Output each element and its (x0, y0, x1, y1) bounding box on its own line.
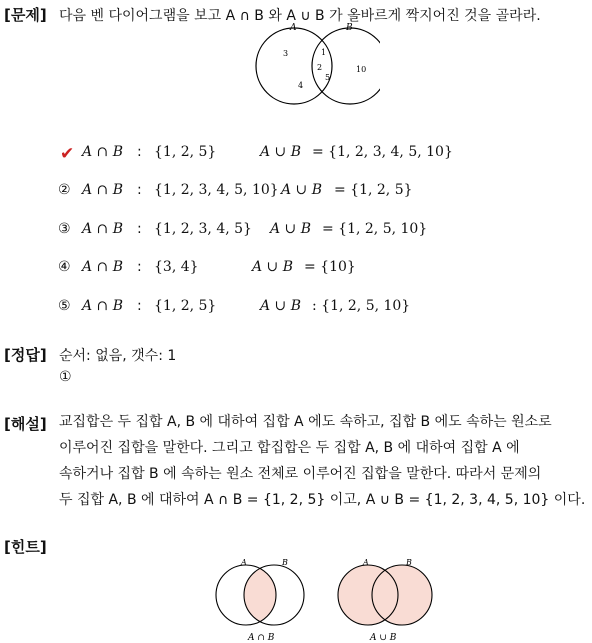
option-union-value: : {1, 2, 5, 10} (312, 298, 411, 314)
answer-label: [정답] (4, 346, 47, 364)
venn-value: 5 (325, 73, 331, 82)
option-intersection-value: {1, 2, 5} (154, 144, 217, 160)
option-union-value: = {1, 2, 5, 10} (322, 221, 428, 237)
hint-label-a: A (241, 558, 247, 567)
venn-value: 2 (317, 63, 323, 72)
explanation-line: 두 집합 A, B 에 대하여 A ∩ B = {1, 2, 5} 이고, A ∪ B = {1, 2, 3, 4, 5, 10} 이다. (59, 492, 586, 508)
venn-value: 1 (321, 48, 327, 57)
venn-value: 10 (356, 65, 367, 74)
option-intersection-label: A ∩ B (82, 182, 124, 198)
option-intersection-value: {3, 4} (154, 259, 199, 275)
problem-label: [문제] (4, 6, 47, 24)
venn-circle-b (312, 28, 380, 104)
option-separator: : (137, 182, 142, 198)
option-number: ④ (58, 259, 71, 275)
option-union-label: A ∪ B (260, 298, 302, 314)
option-intersection-label: A ∩ B (82, 221, 124, 237)
option-intersection-value: {1, 2, 5} (154, 298, 217, 314)
option-union-label: A ∪ B (252, 259, 294, 275)
option-intersection-value: {1, 2, 3, 4, 5} (154, 221, 252, 237)
option-union-label: A ∪ B (281, 182, 323, 198)
answer-meta: 순서: 없음, 갯수: 1 (59, 348, 177, 364)
hint-label-a: A (363, 558, 369, 567)
option-separator: : (137, 144, 142, 160)
explanation-label: [해설] (4, 415, 47, 433)
hint-caption: A ∪ B (370, 633, 397, 642)
option-number: ② (58, 182, 71, 198)
option-intersection-label: A ∩ B (82, 259, 124, 275)
hint-caption: A ∩ B (248, 633, 275, 642)
hint-label-b: B (406, 558, 412, 567)
venn-label-a: A (290, 23, 297, 33)
hint-label-b: B (282, 558, 288, 567)
option-intersection-label: A ∩ B (82, 298, 124, 314)
check-icon: ✔ (60, 144, 75, 164)
hint-diagram-union (330, 558, 440, 642)
explanation-line: 이루어진 집합을 말한다. 그리고 합집합은 두 집합 A, B 에 대하여 집합 A 에 (59, 440, 520, 456)
explanation-line: 교집합은 두 집합 A, B 에 대하여 집합 A 에도 속하고, 집합 B 에도 속하는 원소로 (59, 414, 552, 430)
explanation-line: 속하거나 집합 B 에 속하는 원소 전체로 이루어진 집합을 말한다. 따라서 문제의 (59, 466, 542, 482)
venn-label-b: B (346, 23, 353, 33)
option-separator: : (137, 221, 142, 237)
option-union-value: = {1, 2, 3, 4, 5, 10} (312, 144, 453, 160)
option-union-value: = {1, 2, 5} (334, 182, 413, 198)
option-separator: : (137, 259, 142, 275)
option-union-label: A ∪ B (270, 221, 312, 237)
option-number: ⑤ (58, 298, 71, 314)
explanation-text (59, 409, 589, 513)
venn-value: 4 (298, 81, 304, 90)
option-intersection-value: {1, 2, 3, 4, 5, 10} (154, 182, 279, 198)
option-number: ③ (58, 221, 71, 237)
option-intersection-label: A ∩ B (82, 144, 124, 160)
option-union-value: = {10} (304, 259, 356, 275)
hint-diagram-intersection (208, 558, 308, 642)
answer-choice: ① (59, 369, 72, 385)
option-union-label: A ∪ B (260, 144, 302, 160)
venn-value: 3 (283, 49, 289, 58)
problem-question: 다음 벤 다이어그램을 보고 A ∩ B 와 A ∪ B 가 올바르게 짝지어진 것을 골라라. (59, 8, 541, 24)
hint-label: [힌트] (4, 538, 47, 556)
venn-diagram (250, 22, 380, 106)
option-separator: : (137, 298, 142, 314)
